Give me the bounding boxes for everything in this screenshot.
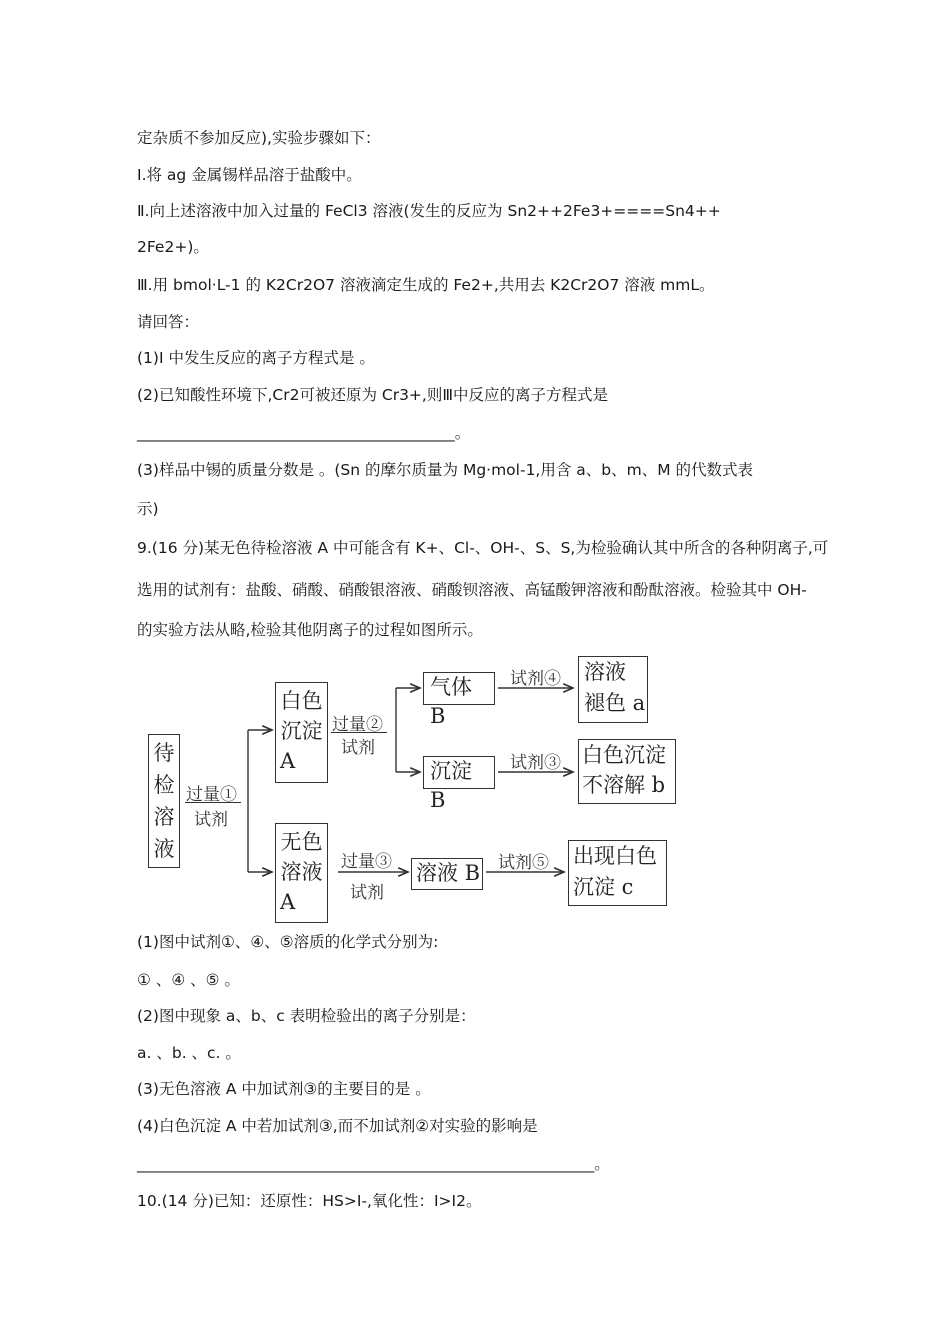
precipitate-b-box: [423, 756, 495, 812]
box-text: 沉淀 B: [430, 759, 472, 812]
solution-fades-a-box: [578, 656, 648, 723]
text-line: 的实验方法从略,检验其他阴离子的过程如图所示。: [137, 621, 483, 639]
box-text: 溶液: [280, 860, 323, 884]
reagent4-label: 试剂④: [510, 669, 561, 689]
text-line: 示): [137, 500, 159, 518]
box-text: A: [280, 749, 296, 773]
box-text: 待: [153, 741, 175, 765]
box-text: 无色: [280, 830, 323, 854]
ion-test-flowchart: [138, 652, 686, 930]
step3-label-top: 过量③: [341, 852, 392, 872]
box-text: 检: [153, 773, 175, 797]
text-line: (2)图中现象 a、b、c 表明检验出的离子分别是：: [137, 1007, 476, 1025]
text-line: Ⅲ.用 bmol·L-1 的 K2Cr2O7 溶液滴定生成的 Fe2+,共用去 K2Cr2O7 溶液 mmL。: [137, 276, 715, 294]
box-text: 液: [153, 837, 175, 861]
sample-solution-box: [148, 734, 180, 868]
step1-label-top: 过量①: [186, 785, 237, 805]
box-text: 出现白色: [573, 844, 657, 868]
step1-underline: [185, 802, 241, 803]
text-line: (4)白色沉淀 A 中若加试剂③,而不加试剂②对实验的影响是: [137, 1117, 538, 1135]
step1-label-bottom: 试剂: [194, 810, 228, 830]
text-line: ① 、④ 、⑤ 。: [137, 971, 240, 989]
box-text: 不溶解 b: [582, 773, 666, 797]
white-precipitate-c-box: [568, 840, 667, 906]
box-text: A: [280, 890, 296, 914]
box-text: 白色: [280, 689, 323, 713]
text-line: 请回答：: [137, 313, 200, 331]
text-line: 定杂质不参加反应),实验步骤如下：: [137, 129, 381, 147]
box-text: 沉淀: [280, 719, 323, 743]
gas-b-box: [423, 672, 495, 728]
text-line: _________________________________________。: [137, 424, 471, 442]
text-line: (2)已知酸性环境下,Cr2可被还原为 Cr3+,则Ⅲ中反应的离子方程式是: [137, 386, 609, 404]
white-insoluble-b-box: [578, 739, 676, 804]
text-line: (1)Ⅰ 中发生反应的离子方程式是 。: [137, 349, 375, 367]
solution-b-box: [411, 858, 483, 890]
reagent3-label: 试剂③: [510, 753, 561, 773]
box-text: 白色沉淀: [582, 743, 666, 767]
text-line: (3)样品中锡的质量分数是 。(Sn 的摩尔质量为 Mg·mol-1,用含 a、b、m、M 的代数式表: [137, 461, 754, 479]
white-precipitate-a-box: [275, 682, 328, 783]
text-line: (3)无色溶液 A 中加试剂③的主要目的是 。: [137, 1080, 431, 1098]
text-line: 10.(14 分)已知：还原性：HS>I-,氧化性：I>I2。: [137, 1192, 482, 1210]
box-text: 气体 B: [430, 675, 472, 728]
box-text: 溶: [153, 805, 175, 829]
step2-label-bottom: 试剂: [341, 738, 375, 758]
box-text: 沉淀 c: [573, 875, 634, 899]
text-line: 2Fe2+)。: [137, 238, 209, 256]
text-line: Ⅰ.将 ag 金属锡样品溶于盐酸中。: [137, 166, 362, 184]
colorless-solution-a-box: [275, 823, 328, 923]
box-text: 褪色 a: [584, 691, 646, 715]
text-line: a. 、b. 、c. 。: [137, 1044, 241, 1062]
step2-label-top: 过量②: [332, 715, 383, 735]
reagent5-label: 试剂⑤: [498, 853, 549, 873]
text-line: Ⅱ.向上述溶液中加入过量的 FeCl3 溶液(发生的反应为 Sn2++2Fe3+====Sn4++: [137, 202, 721, 220]
text-line: 选用的试剂有：盐酸、硝酸、硝酸银溶液、硝酸钡溶液、高锰酸钾溶液和酚酞溶液。检验其中 OH-: [137, 581, 807, 599]
box-text: 溶液 B: [416, 861, 481, 885]
box-text: 溶液: [584, 660, 626, 684]
text-line: (1)图中试剂①、④、⑤溶质的化学式分别为:: [137, 933, 439, 951]
text-line: ___________________________________________________________。: [137, 1155, 610, 1173]
step3-label-bottom: 试剂: [350, 883, 384, 903]
text-line: 9.(16 分)某无色待检溶液 A 中可能含有 K+、Cl-、OH-、S、S,为检验确认其中所含的各种阴离子,可: [137, 539, 829, 557]
